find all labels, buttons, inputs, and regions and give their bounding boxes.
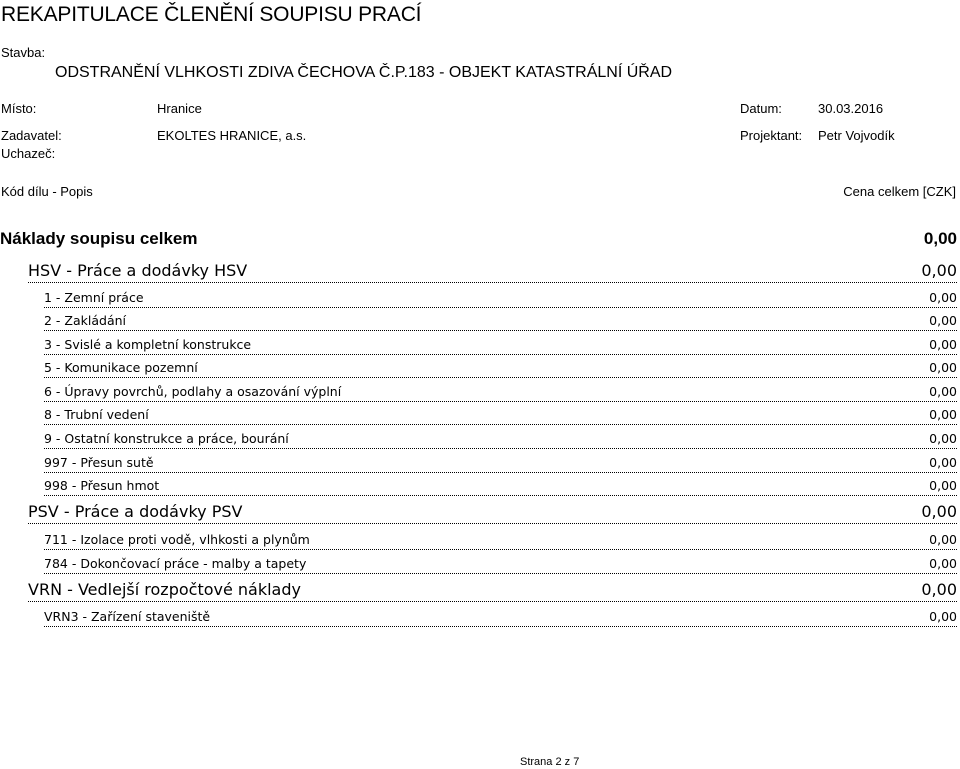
row-label: 1 - Zemní práce bbox=[44, 290, 144, 305]
row-label: 998 - Přesun hmot bbox=[44, 478, 160, 493]
projektant-value: Petr Vojvodík bbox=[818, 128, 895, 143]
row-value: 0,00 bbox=[929, 532, 957, 547]
column-header-price: Cena celkem [CZK] bbox=[843, 184, 956, 199]
row-label: 2 - Zakládání bbox=[44, 313, 126, 328]
stavba-label: Stavba: bbox=[1, 45, 46, 60]
zadavatel-value: EKOLTES HRANICE, a.s. bbox=[157, 128, 307, 143]
misto-value: Hranice bbox=[157, 101, 202, 116]
row-label: 9 - Ostatní konstrukce a práce, bourání bbox=[44, 431, 289, 446]
uchazec-label: Uchazeč: bbox=[1, 146, 56, 161]
row-value: 0,00 bbox=[929, 337, 957, 352]
table-row bbox=[44, 452, 957, 473]
row-value: 0,00 bbox=[929, 290, 957, 305]
projektant-label: Projektant: bbox=[740, 128, 803, 143]
datum-label: Datum: bbox=[740, 101, 782, 116]
row-label: HSV - Práce a dodávky HSV bbox=[28, 261, 248, 280]
table-row bbox=[28, 578, 957, 602]
page-title: REKAPITULACE ČLENĚNÍ SOUPISU PRACÍ bbox=[1, 3, 422, 26]
table-row bbox=[44, 381, 957, 402]
table-row bbox=[44, 606, 957, 627]
table-row bbox=[28, 500, 957, 524]
total-label: Náklady soupisu celkem bbox=[0, 229, 198, 248]
zadavatel-label: Zadavatel: bbox=[1, 128, 62, 143]
row-label: 8 - Trubní vedení bbox=[44, 407, 149, 422]
row-value: 0,00 bbox=[929, 407, 957, 422]
row-label: 5 - Komunikace pozemní bbox=[44, 360, 198, 375]
table-row bbox=[44, 287, 957, 308]
table-row bbox=[44, 553, 957, 574]
row-value: 0,00 bbox=[929, 384, 957, 399]
datum-value: 30.03.2016 bbox=[818, 101, 884, 116]
row-value: 0,00 bbox=[921, 502, 957, 521]
table-row bbox=[44, 529, 957, 550]
row-value: 0,00 bbox=[929, 360, 957, 375]
row-value: 0,00 bbox=[929, 431, 957, 446]
misto-label: Místo: bbox=[1, 101, 37, 116]
row-value: 0,00 bbox=[929, 478, 957, 493]
row-label: 3 - Svislé a kompletní konstrukce bbox=[44, 337, 252, 352]
row-label: 711 - Izolace proti vodě, vlhkosti a plynům bbox=[44, 532, 310, 547]
table-row bbox=[44, 310, 957, 331]
table-row bbox=[44, 357, 957, 378]
row-value: 0,00 bbox=[921, 580, 957, 599]
column-header-code: Kód dílu - Popis bbox=[1, 184, 93, 199]
row-label: PSV - Práce a dodávky PSV bbox=[28, 502, 243, 521]
stavba-value: ODSTRANĚNÍ VLHKOSTI ZDIVA ČECHOVA Č.P.183 - OBJEKT KATASTRÁLNÍ ÚŘAD bbox=[55, 64, 673, 81]
table-row bbox=[44, 428, 957, 449]
row-value: 0,00 bbox=[929, 313, 957, 328]
total-value: 0,00 bbox=[923, 229, 957, 248]
row-value: 0,00 bbox=[921, 261, 957, 280]
row-label: 997 - Přesun sutě bbox=[44, 455, 154, 470]
row-value: 0,00 bbox=[929, 455, 957, 470]
table-row bbox=[44, 475, 957, 496]
row-label: VRN - Vedlejší rozpočtové náklady bbox=[28, 580, 301, 599]
row-value: 0,00 bbox=[929, 609, 957, 624]
table-row bbox=[28, 259, 957, 283]
table-row bbox=[44, 334, 957, 355]
row-label: VRN3 - Zařízení staveniště bbox=[44, 609, 211, 624]
row-label: 784 - Dokončovací práce - malby a tapety bbox=[44, 556, 307, 571]
row-value: 0,00 bbox=[929, 556, 957, 571]
page-number: Strana 2 z 7 bbox=[520, 756, 580, 768]
table-row bbox=[44, 404, 957, 425]
row-label: 6 - Úpravy povrchů, podlahy a osazování výplní bbox=[44, 384, 342, 399]
total-row bbox=[0, 229, 957, 249]
